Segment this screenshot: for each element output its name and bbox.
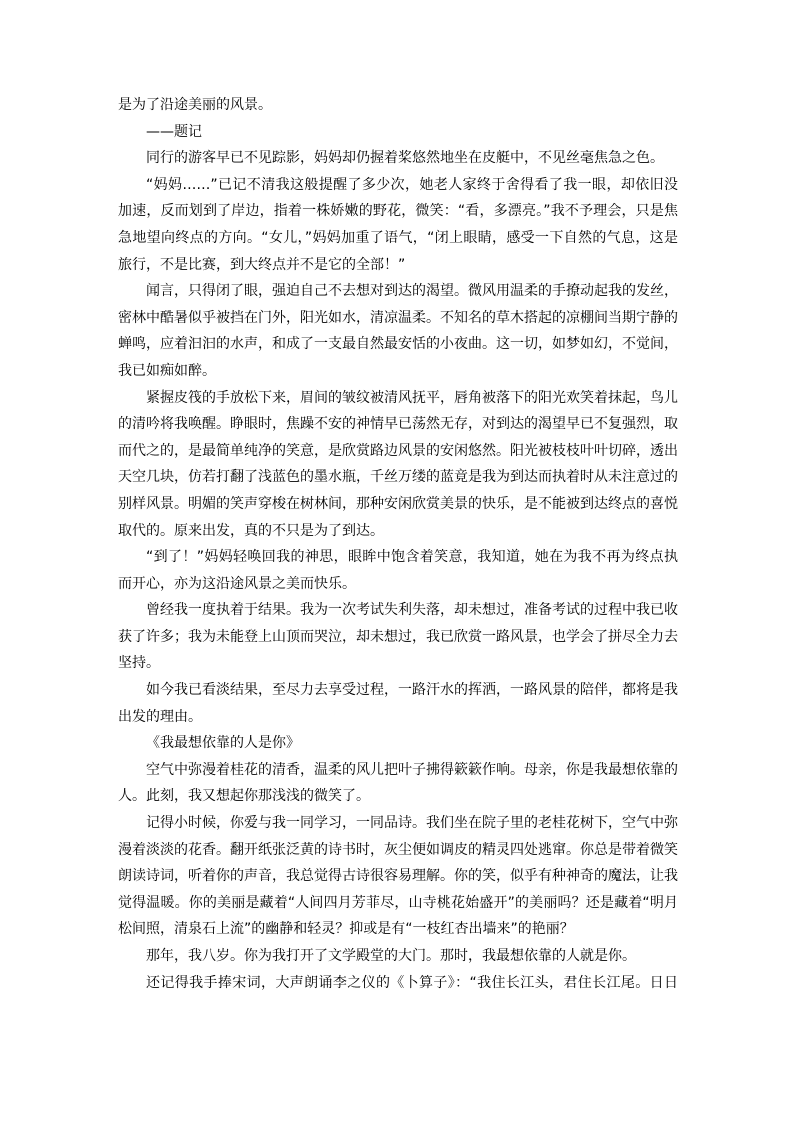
text-line: 朗读诗词，听着你的声音，我总觉得古诗很容易理解。你的笑，似乎有种神奇的魔法，让我: [118, 868, 678, 885]
text-line: 旅行，不是比赛，到大终点并不是它的全部！”: [118, 256, 406, 273]
text-line: 密林中酷暑似乎被挡在门外，阳光如水，清凉温柔。不知名的草木搭起的凉棚间当期宁静的: [118, 309, 678, 326]
text-line: 记得小时候，你爱与我一同学习，一同品诗。我们坐在院子里的老桂花树下，空气中弥: [146, 815, 678, 832]
text-line: 而开心，亦为这沿途风景之美而快乐。: [118, 575, 356, 592]
text-line: 还记得我手捧宋词，大声朗诵李之仪的《卜算子》：“我住长江头，君住长江尾。日日: [146, 974, 678, 991]
document-page: [118, 92, 678, 996]
text-line: 同行的游客早已不见踪影，妈妈却仍握着桨悠然地坐在皮艇中，不见丝毫焦急之色。: [146, 150, 664, 167]
text-line: 空气中弥漫着桂花的清香，温柔的风儿把叶子拂得簌簌作响。母亲，你是我最想依靠的: [146, 761, 678, 778]
text-line: 别样风景。明媚的笑声穿梭在树林间，那种安闲欣赏美景的快乐，是不能被到达终点的喜悦: [118, 495, 678, 512]
text-line: 如今我已看淡结果，至尽力去享受过程，一路汗水的挥洒，一路风景的陪伴，都将是我: [146, 682, 678, 699]
text-line: 出发的理由。: [118, 708, 202, 725]
text-line: 是为了沿途美丽的风景。: [118, 97, 272, 113]
text-line: 加速，反而划到了岸边，指着一株娇嫩的野花，微笑：“看，多漂亮。”我不予理会，只是焦: [118, 203, 678, 220]
text-line: 我已如痴如醉。: [118, 362, 216, 379]
text-line: 《我最想依靠的人是你》: [146, 735, 300, 752]
text-line: 蝉鸣，应着汩汩的水声，和成了一支最自然最安恬的小夜曲。这一切，如梦如幻，不觉间，: [118, 336, 678, 353]
text-line: ——题记: [146, 123, 202, 140]
text-line: 获了许多；我为未能登上山顶而哭泣，却未想过，我已欣赏一路风景，也学会了拼尽全力去: [118, 628, 678, 645]
text-line: 坚持。: [118, 655, 160, 672]
text-line: 松间照，清泉石上流”的幽静和轻灵？抑或是有“一枝红杏出墙来”的艳丽？: [118, 921, 574, 938]
text-line: 那年，我八岁。你为我打开了文学殿堂的大门。那时，我最想依靠的人就是你。: [146, 948, 636, 964]
text-line: 漫着淡淡的花香。翻开纸张泛黄的诗书时，灰尘便如调皮的精灵四处逃窜。你总是带着微笑: [118, 841, 678, 858]
text-line: 急地望向终点的方向。“女儿，”妈妈加重了语气，“闭上眼睛，感受一下自然的气息，这是: [118, 229, 678, 246]
text-line: “到了！”妈妈轻唤回我的神思，眼眸中饱含着笑意，我知道，她在为我不再为终点执: [146, 549, 678, 566]
text-line: 闻言，只得闭了眼，强迫自己不去想对到达的渴望。微风用温柔的手撩动起我的发丝，: [146, 283, 678, 300]
text-line: 的清吟将我唤醒。睁眼时，焦躁不安的神情早已荡然无存，对到达的渴望早已不复强烈，取: [118, 416, 678, 433]
text-line: 天空几块，仿若打翻了浅蓝色的墨水瓶，千丝万缕的蓝竟是我为到达而执着时从未注意过的: [118, 469, 678, 486]
text-line: 曾经我一度执着于结果。我为一次考试失利失落，却未想过，准备考试的过程中我已收: [146, 602, 678, 619]
text-line: “妈妈……”已记不清我这般提醒了多少次，她老人家终于舍得看了我一眼，却依旧没: [146, 176, 678, 193]
text-line: 人。此刻，我又想起你那浅浅的微笑了。: [118, 788, 370, 805]
text-line: 觉得温暖。你的美丽是藏着“人间四月芳菲尽，山寺桃花始盛开”的美丽吗？还是藏着“明月: [118, 894, 678, 911]
text-line: 而代之的，是最简单纯净的笑意，是欣赏路边风景的安闲悠然。阳光被枝枝叶叶切碎，透出: [118, 442, 678, 459]
text-line: 紧握皮筏的手放松下来，眉间的皱纹被清风抚平，唇角被落下的阳光欢笑着抹起，鸟儿: [146, 389, 678, 406]
text-line: 取代的。原来出发，真的不只是为了到达。: [118, 522, 384, 539]
